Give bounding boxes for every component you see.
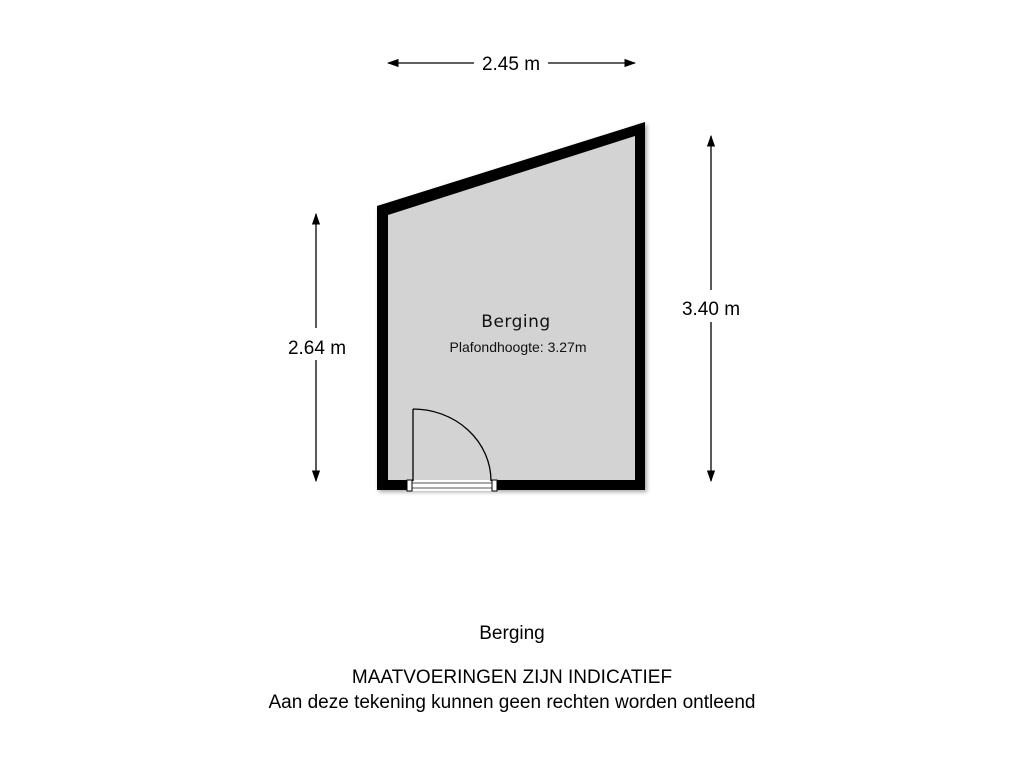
dimension-top-label: 2.45 m [481,54,541,75]
room-ceiling-height: Plafondhoogte: 3.27m [449,339,587,355]
door-jamb-right [492,480,497,491]
door-jamb-left [407,480,412,491]
dimension-right [682,136,740,481]
disclaimer-text: Aan deze tekening kunnen geen rechten worden ontleend [268,692,756,713]
disclaimer-title: MAATVOERINGEN ZIJN INDICATIEF [351,667,673,688]
room-floor [388,136,635,480]
dimension-top [388,54,635,75]
floor-name: Berging [479,623,545,644]
dimension-right-label: 3.40 m [681,299,741,320]
dimension-left [288,214,346,481]
door-opening [407,480,497,491]
room-name-label: Berging [481,312,551,332]
room-berging [377,122,645,490]
dimension-left-label: 2.64 m [287,338,347,359]
